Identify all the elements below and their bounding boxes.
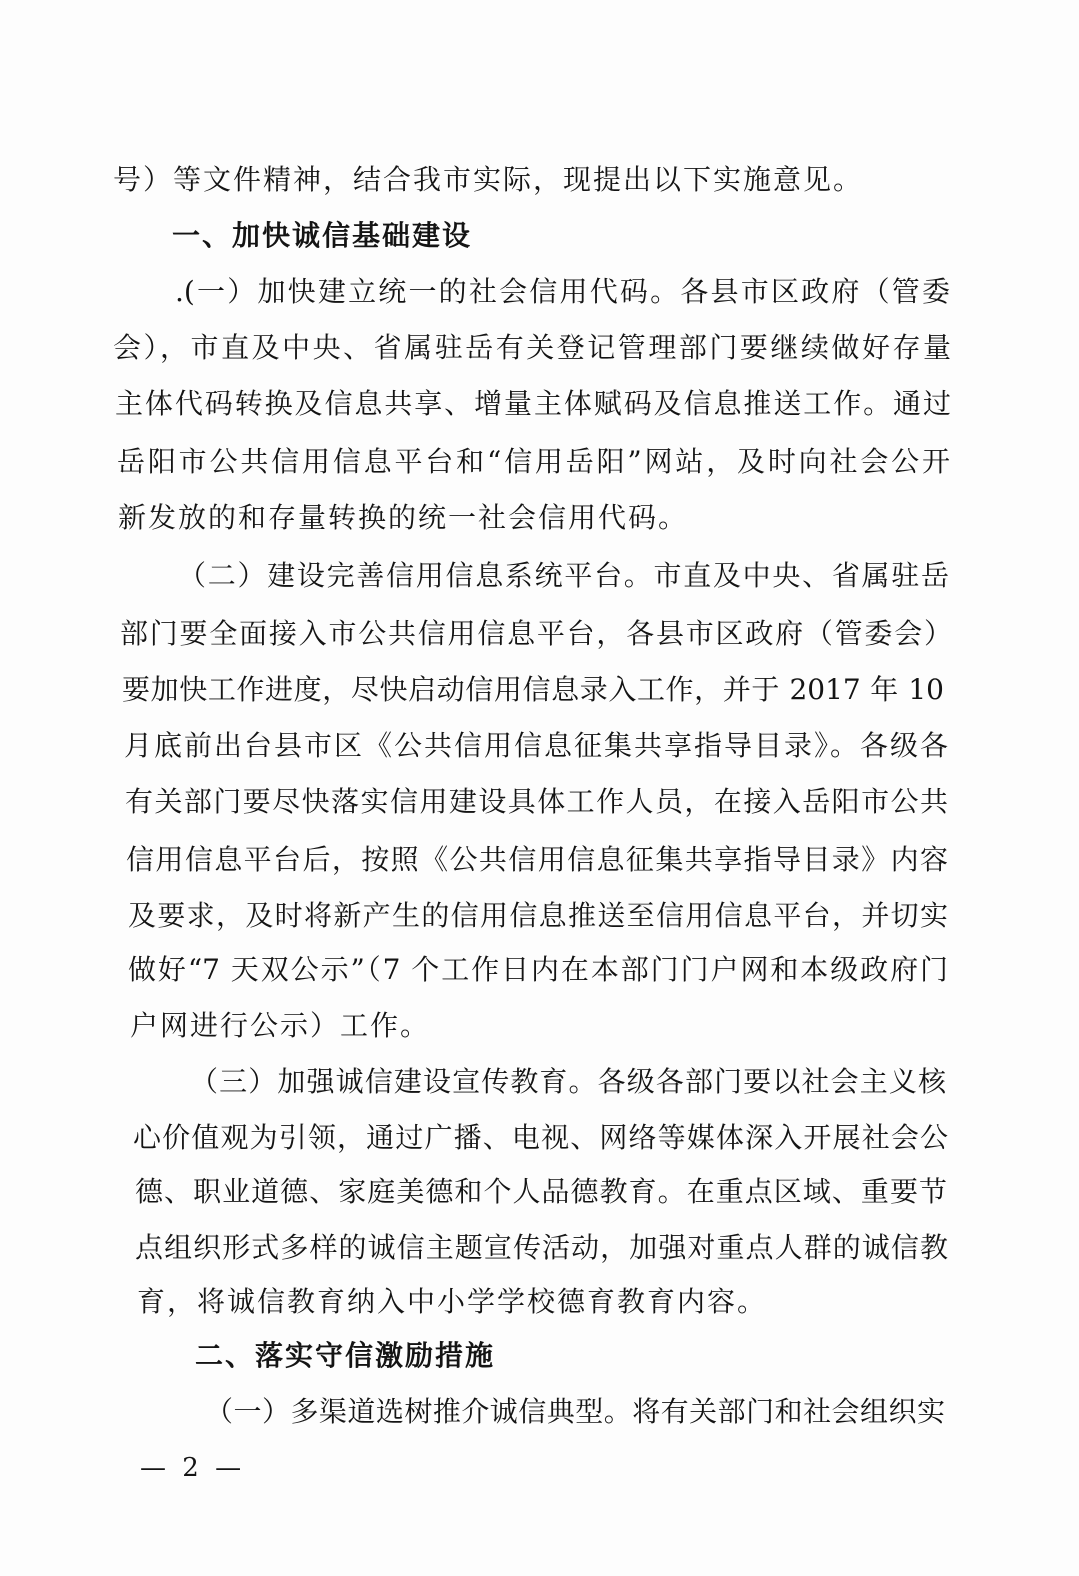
- text-line: 岳阳市公共信用信息平台和“信用岳阳”网站，及时向社会公开: [117, 445, 950, 478]
- text-line: 有关部门要尽快落实信用建设具体工作人员，在接入岳阳市公共: [125, 785, 948, 818]
- text-line: 户网进行公示）工作。: [130, 1009, 431, 1042]
- text-line: 会），市直及中央、省属驻岳有关登记管理部门要继续做好存量: [113, 331, 951, 364]
- text-line: 部门要全面接入市公共信用信息平台，各县市区政府（管委会）: [120, 617, 952, 650]
- text-line: 德、职业道德、家庭美德和个人品德教育。在重点区域、重要节: [135, 1175, 947, 1208]
- text-line: 信用信息平台后，按照《公共信用信息征集共享指导目录》内容: [126, 843, 948, 876]
- text-line: 号）等文件精神，结合我市实际，现提出以下实施意见。: [113, 163, 864, 196]
- text-line: 新发放的和存量转换的统一社会信用代码。: [118, 501, 689, 534]
- text-line: 月底前出台县市区《公共信用信息征集共享指导目录》。各级各: [124, 729, 948, 762]
- text-line: （三）加强诚信建设宣传教育。各级各部门要以社会主义核: [190, 1065, 946, 1098]
- text-line: （一）多渠道选树推介诚信典型。将有关部门和社会组织实: [205, 1395, 945, 1428]
- page-number: — 2 —: [140, 1453, 246, 1483]
- text-line: .(一）加快建立统一的社会信用代码。各县市区政府（管委: [175, 275, 950, 308]
- section-heading: 一、加快诚信基础建设: [172, 219, 473, 252]
- text-line: 要加快工作进度，尽快启动信用信息录入工作，并于 2017 年 10: [122, 673, 944, 706]
- text-line: 育，将诚信教育纳入中小学学校德育教育内容。: [137, 1285, 768, 1318]
- text-line: 及要求，及时将新产生的信用信息推送至信用信息平台，并切实: [128, 899, 948, 932]
- text-line: （二）建设完善信用信息系统平台。市直及中央、省属驻岳: [178, 559, 949, 592]
- text-line: 主体代码转换及信息共享、增量主体赋码及信息推送工作。通过: [115, 387, 951, 420]
- section-heading: 二、落实守信激励措施: [195, 1339, 496, 1372]
- text-line: 心价值观为引领，通过广播、电视、网络等媒体深入开展社会公: [133, 1121, 948, 1154]
- text-line: 做好“7 天双公示”（7 个工作日内在本部门门户网和本级政府门: [128, 953, 948, 986]
- text-line: 点组织形式多样的诚信主题宣传活动，加强对重点人群的诚信教: [135, 1231, 948, 1264]
